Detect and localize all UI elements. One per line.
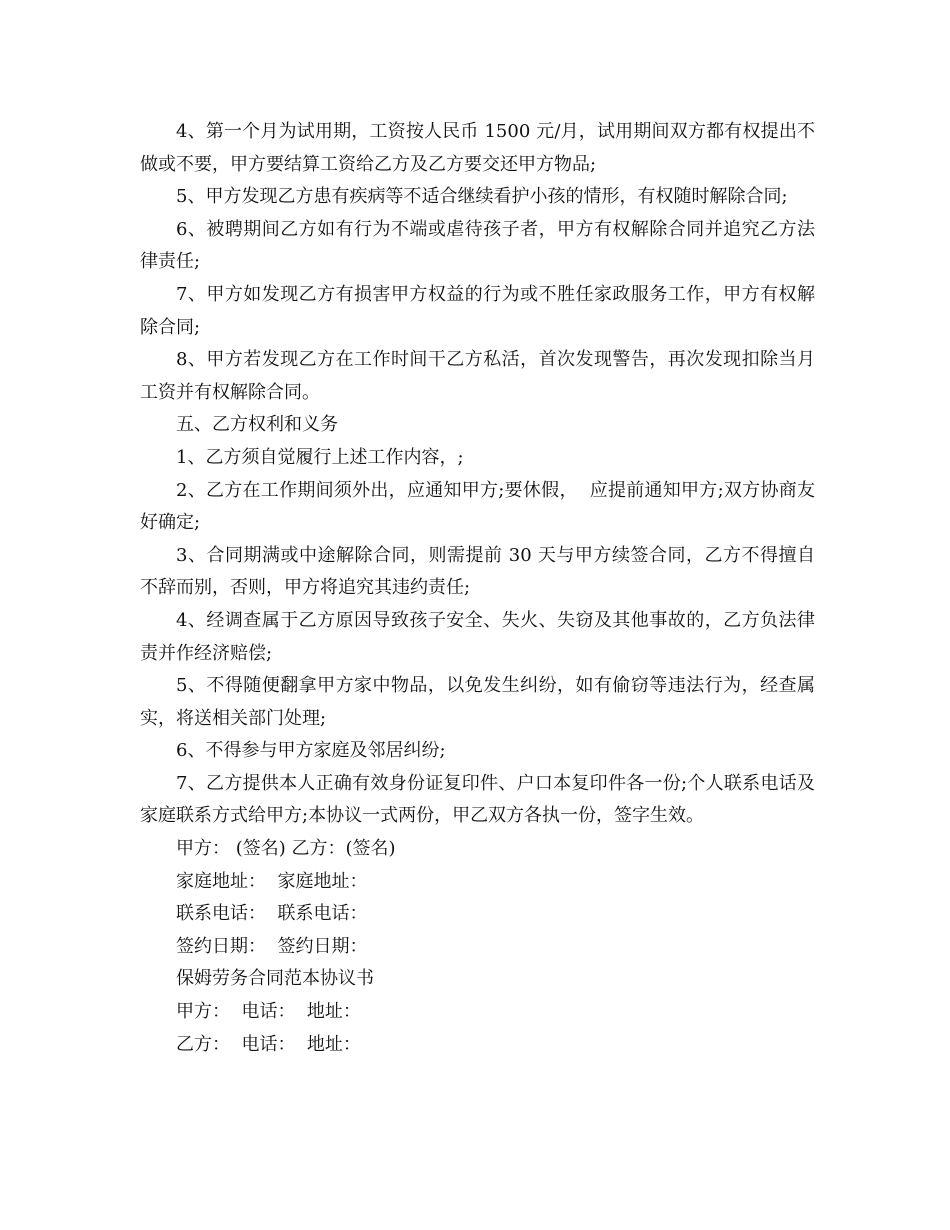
party-b-contact-line: 乙方： 电话： 地址： xyxy=(176,1033,361,1055)
agreement-title: 保姆劳务合同范本协议书 xyxy=(176,968,374,990)
signature-line: 甲方： (签名) 乙方：(签名) xyxy=(176,838,396,860)
document-body xyxy=(140,116,815,1061)
duty-6: 6、不得参与甲方家庭及邻居纠纷; xyxy=(176,740,446,762)
clause-7-damage: 7、甲方如发现乙方有损害甲方权益的行为或不胜任家政服务工作，甲方有权解除合同; xyxy=(140,283,815,338)
clause-5-illness: 5、甲方发现乙方患有疾病等不适合继续看护小孩的情形，有权随时解除合同; xyxy=(176,186,788,208)
duty-5: 5、不得随便翻拿甲方家中物品，以免发生纠纷，如有偷窃等违法行为，经查属实，将送相关部门处理; xyxy=(140,675,815,729)
clause-6-misconduct: 6、被聘期间乙方如有行为不端或虐待孩子者，甲方有权解除合同并追究乙方法律责任; xyxy=(140,218,815,273)
duty-7: 7、乙方提供本人正确有效身份证复印件、户口本复印件各一份;个人联系电话及家庭联系方式给甲方;本协议一式两份，甲乙双方各执一份，签字生效。 xyxy=(140,772,815,827)
clause-8-private-work: 8、甲方若发现乙方在工作时间干乙方私活，首次发现警告，再次发现扣除当月工资并有权解除合同。 xyxy=(140,349,815,403)
party-a-contact-line: 甲方： 电话： 地址： xyxy=(176,1001,361,1023)
duty-2: 2、乙方在工作期间须外出，应通知甲方;要休假， 应提前通知甲方;双方协商友好确定; xyxy=(140,479,815,534)
clause-4-probation: 4、第一个月为试用期，工资按人民币 1500 元/月，试用期间双方都有权提出不做或不要，甲方要结算工资给乙方及乙方要交还甲方物品; xyxy=(140,121,815,175)
duty-4: 4、经调查属于乙方原因导致孩子安全、失火、失窃及其他事故的，乙方负法律责并作经济赔偿; xyxy=(140,609,815,664)
section-heading-rights-duties: 五、乙方权利和义务 xyxy=(176,414,338,436)
phone-line: 联系电话： 联系电话： xyxy=(176,903,368,925)
signing-date-line: 签约日期： 签约日期： xyxy=(176,935,368,957)
duty-1: 1、乙方须自觉履行上述工作内容，; xyxy=(176,446,464,468)
home-address-line: 家庭地址： 家庭地址： xyxy=(176,870,368,892)
duty-3: 3、合同期满或中途解除合同，则需提前 30 天与甲方续签合同，乙方不得擅自不辞而别，否则，甲方将追究其违约责任; xyxy=(140,544,815,599)
